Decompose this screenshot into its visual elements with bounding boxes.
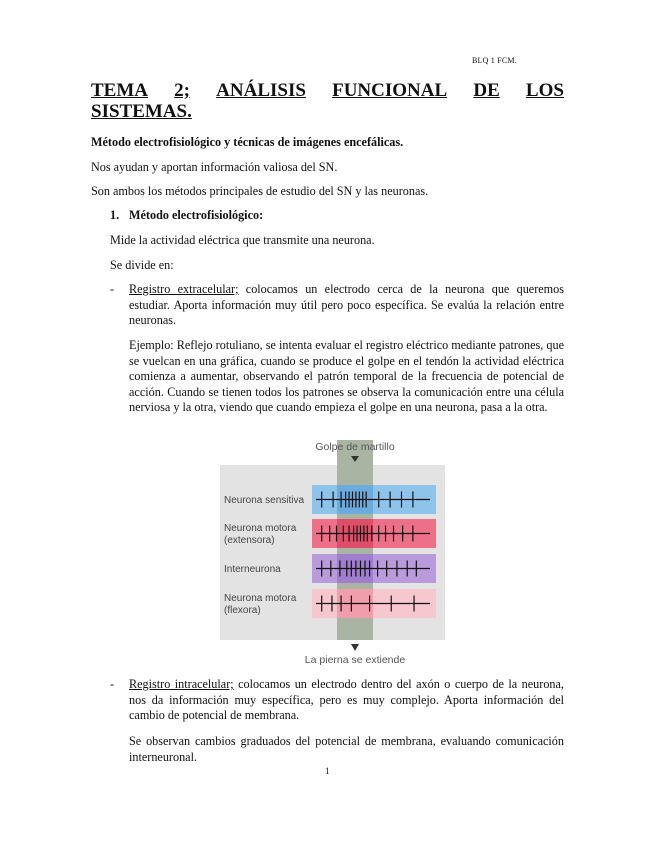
header-tag: BLQ 1 FCM. — [472, 56, 517, 65]
intro-paragraph-2: Son ambos los métodos principales de estudio del SN y las neuronas. — [91, 184, 429, 198]
page-number: 1 — [325, 766, 330, 776]
page-title — [91, 80, 564, 122]
row-label: Neurona motora — [224, 523, 297, 534]
top-label: Golpe de martillo — [315, 441, 395, 453]
subtitle: Método electrofisiológico y técnicas de imágenes encefálicas. — [91, 135, 404, 149]
reflex-diagram — [220, 440, 445, 666]
title-word: TEMA — [91, 80, 148, 101]
title-line-1 — [91, 80, 564, 101]
extracelular-text: colocamos un electrodo cerca de la neurona que queremos estudiar. Aporta información muy útil pero poco específica. Se evalúa la relación entre neuronas. — [129, 282, 565, 327]
title-word: ANÁLISIS — [216, 80, 306, 101]
title-line-2: SISTEMAS. — [91, 101, 192, 122]
section-number: 1. — [110, 208, 120, 222]
list-dash-2: - — [110, 677, 115, 691]
row-label-sub: (flexora) — [224, 605, 261, 616]
list-dash: - — [110, 282, 115, 296]
title-word: 2; — [174, 80, 190, 101]
section-paragraph-2: Se divide en: — [110, 258, 174, 272]
title-word: DE — [473, 80, 500, 101]
intracelular-item — [129, 677, 564, 724]
intracelular-note: Se observan cambios graduados del potencial de membrana, evaluando comunicación interneuronal. — [129, 734, 564, 764]
bottom-arrow — [351, 644, 359, 651]
row-label: Interneurona — [224, 564, 281, 575]
section-heading: Método electrofisiológico: — [129, 208, 264, 222]
intro-paragraph-1: Nos ayudan y aportan información valiosa del SN. — [91, 160, 338, 174]
title-word: LOS — [525, 80, 564, 101]
section-paragraph-1: Mide la actividad eléctrica que transmite una neurona. — [110, 233, 375, 247]
row-label: Neurona sensitiva — [224, 495, 305, 506]
title-word: FUNCIONAL — [332, 80, 448, 101]
extracelular-term: Registro extracelular; — [129, 282, 239, 296]
intracelular-term: Registro intracelular; — [129, 677, 234, 691]
row-label-sub: (extensora) — [224, 535, 275, 546]
intracelular-text: colocamos un electrodo dentro del axón o cuerpo de la neurona, nos da información muy específica, pero es muy complejo. Aporta información del cambio de potencial de membrana. — [129, 677, 564, 722]
bottom-label: La pierna se extiende — [304, 654, 406, 666]
row-label: Neurona motora — [224, 593, 297, 604]
reflex-figure — [220, 440, 445, 666]
extracelular-item — [129, 282, 564, 329]
extracelular-example: Ejemplo: Reflejo rotuliano, se intenta evaluar el registro eléctrico mediante patrones, que se vuelcan en una gráfica, cuando se produce el golpe en el tendón la actividad eléctrica comienza a aumentar, observando el patrón temporal de la frecuencia de potencial de acción. Cuando se tienen todos los patrones se observa la comunicación entre una célula nerviosa y la otra, viendo que cuando empieza el golpe en una neurona, pasa a la otra. — [129, 338, 564, 414]
